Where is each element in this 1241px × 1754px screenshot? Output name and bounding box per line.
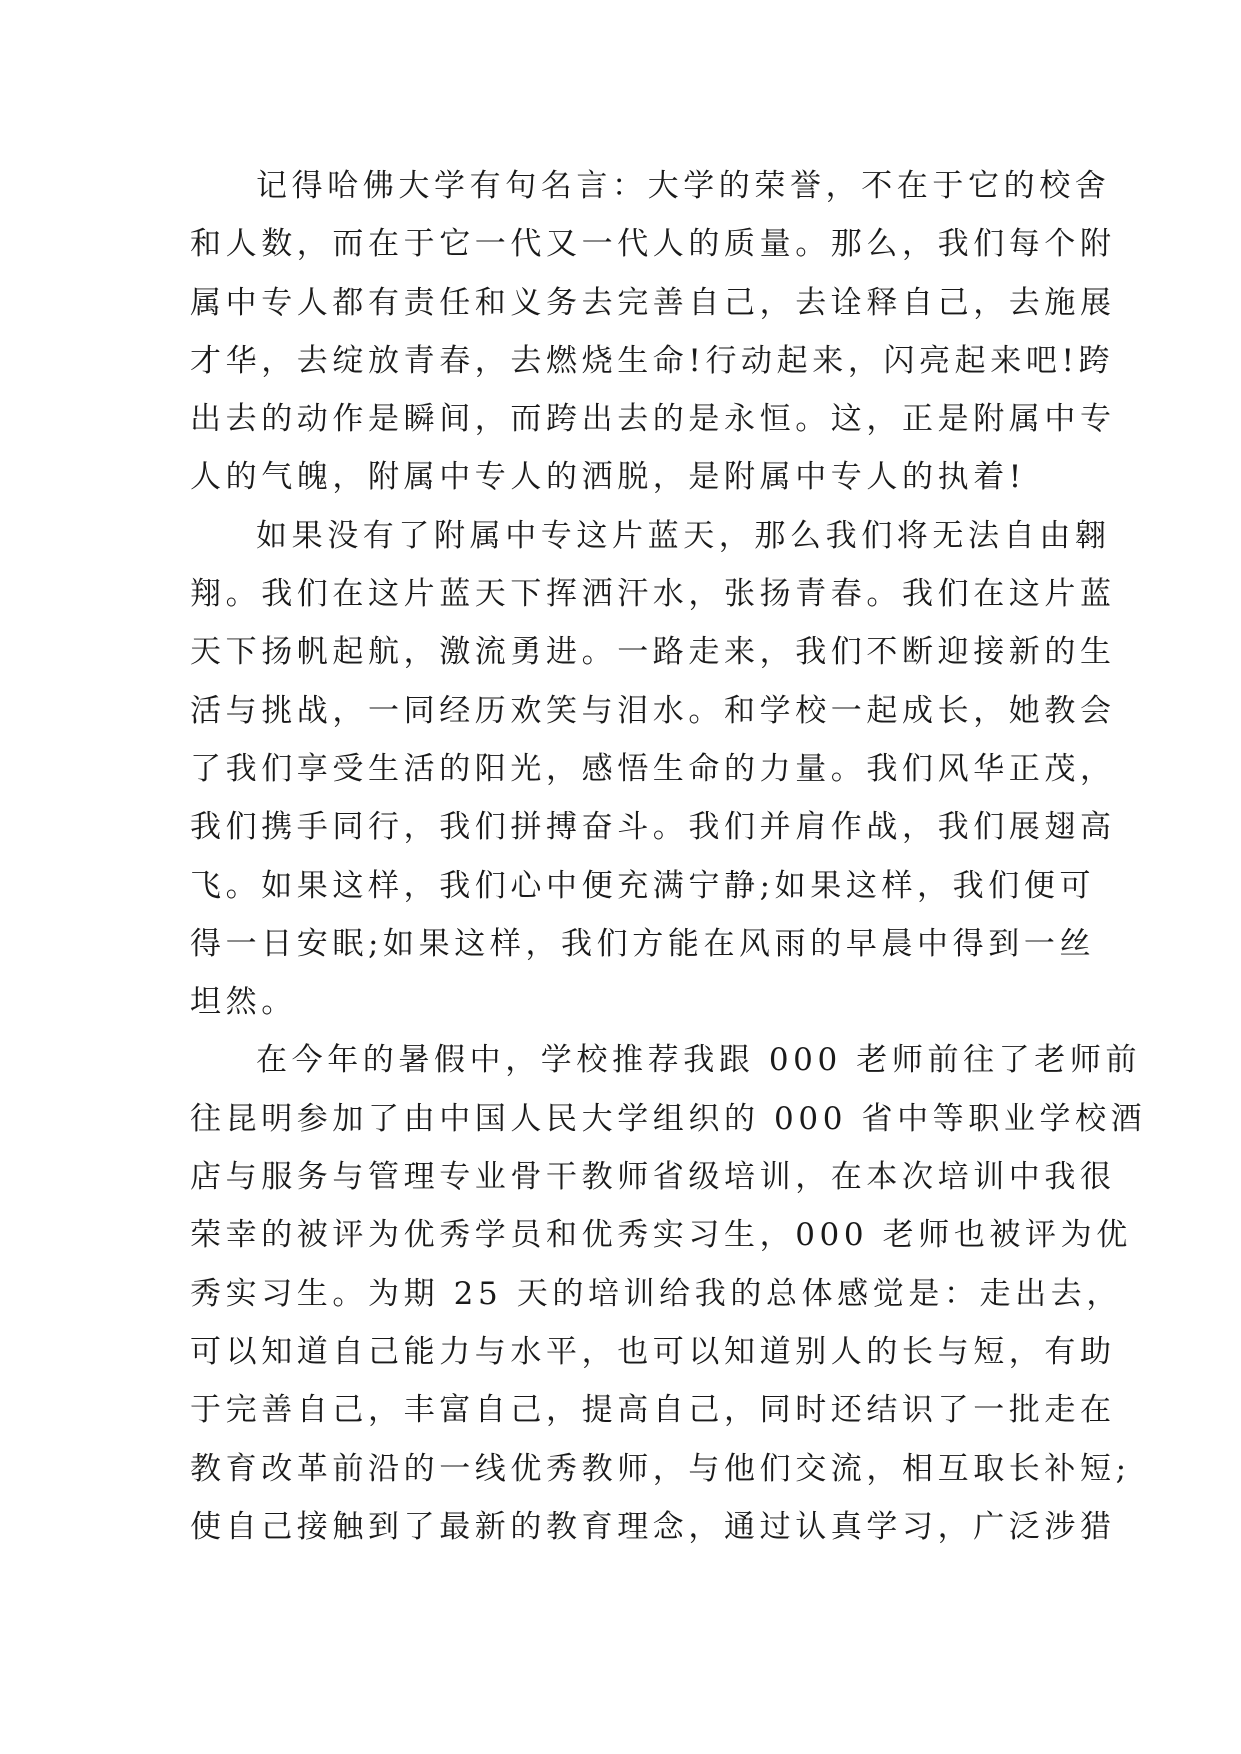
paragraph-harvard-quote [190,157,1116,507]
text-line: 属中专人都有责任和义务去完善自己，去诠释自己，去施展 [190,284,1116,321]
text-line: 可以知道自己能力与水平，也可以知道别人的长与短，有助 [190,1333,1116,1370]
text-line: 得一日安眠;如果这样，我们方能在风雨的早晨中得到一丝 [190,925,1096,962]
text-line: 店与服务与管理专业骨干教师省级培训，在本次培训中我很 [190,1159,1116,1196]
text-line: 记得哈佛大学有句名言：大学的荣誉，不在于它的校舍 [256,168,1111,204]
text-line: 往昆明参加了由中国人民大学组织的 000 省中等职业学校酒 [190,1100,1147,1137]
text-line: 出去的动作是瞬间，而跨出去的是永恒。这，正是附属中专 [190,401,1116,438]
paragraph-blue-sky [190,507,1116,1032]
text-line: 活与挑战，一同经历欢笑与泪水。和学校一起成长，她教会 [190,692,1116,729]
text-line: 荣幸的被评为优秀学员和优秀实习生，000 老师也被评为优 [190,1217,1132,1254]
text-line: 和人数，而在于它一代又一代人的质量。那么，我们每个附 [190,226,1116,263]
text-line: 教育改革前沿的一线优秀教师，与他们交流，相互取长补短; [190,1450,1131,1487]
text-line: 秀实习生。为期 25 天的培训给我的总体感觉是：走出去， [190,1275,1122,1312]
text-line: 人的气魄，附属中专人的洒脱，是附属中专人的执着! [190,459,1026,496]
text-line: 如果没有了附属中专这片蓝天，那么我们将无法自由翱 [256,517,1111,554]
text-line: 了我们享受生活的阳光，感悟生命的力量。我们风华正茂， [190,750,1116,787]
document-body [190,157,1147,1556]
text-line: 使自己接触到了最新的教育理念，通过认真学习，广泛涉猎 [190,1508,1116,1545]
text-line: 天下扬帆起航，激流勇进。一路走来，我们不断迎接新的生 [190,634,1116,671]
text-line: 我们携手同行，我们拼搏奋斗。我们并肩作战，我们展翅高 [190,809,1116,846]
text-line: 才华，去绽放青春，去燃烧生命!行动起来，闪亮起来吧!跨 [190,342,1115,379]
paragraph-summer-training [190,1031,1147,1556]
text-line: 坦然。 [190,984,297,1021]
text-line: 在今年的暑假中，学校推荐我跟 000 老师前往了老师前 [256,1042,1142,1079]
text-line: 飞。如果这样，我们心中便充满宁静;如果这样，我们便可 [190,867,1096,904]
text-line: 于完善自己，丰富自己，提高自己，同时还结识了一批走在 [190,1392,1116,1429]
text-line: 翔。我们在这片蓝天下挥洒汗水，张扬青春。我们在这片蓝 [190,576,1116,613]
